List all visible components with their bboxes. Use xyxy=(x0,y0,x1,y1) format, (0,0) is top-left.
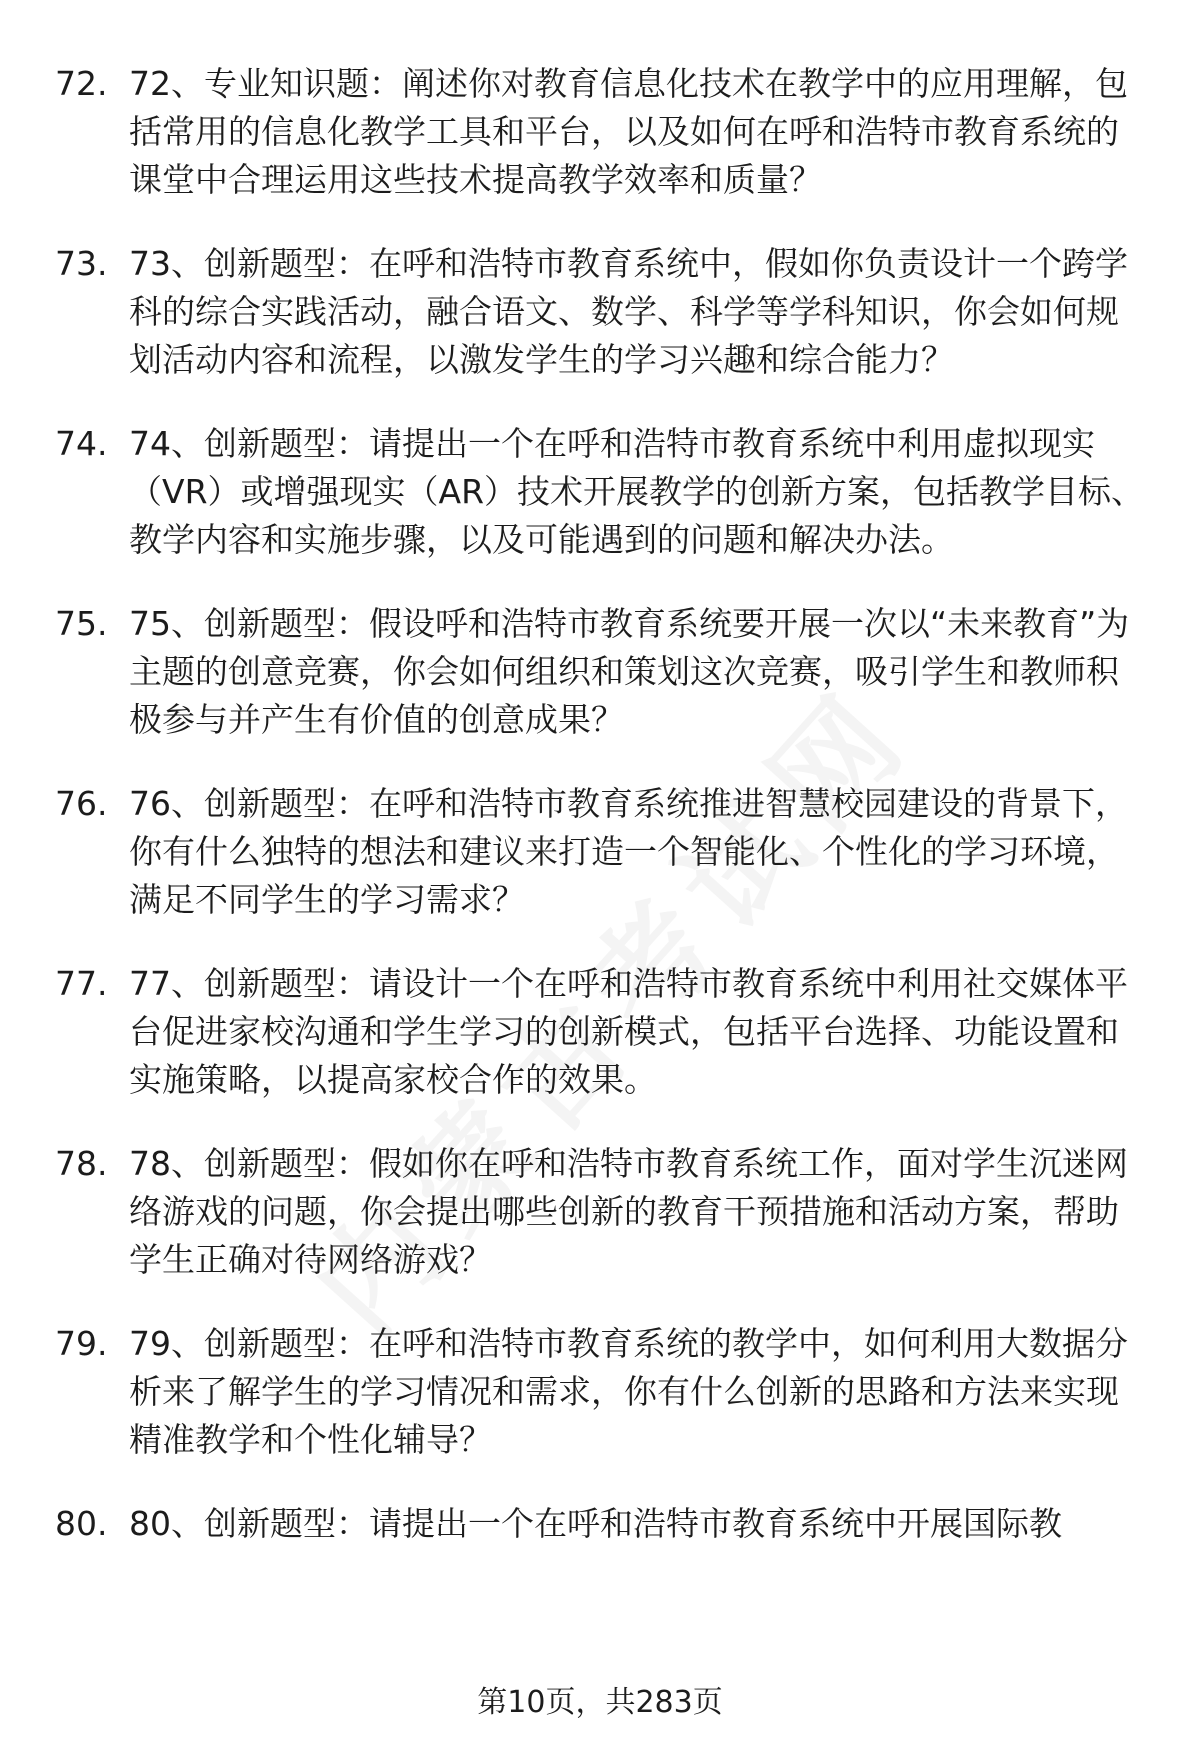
question-number: 72. xyxy=(55,64,108,103)
question-text: 76、创新题型：在呼和浩特市教育系统推进智慧校园建设的背景下，你有什么独特的想法和建议来打造一个智能化、个性化的学习环境，满足不同学生的学习需求？ xyxy=(129,784,1128,919)
page-number-label: 第10页，共283页 xyxy=(477,1685,723,1720)
question-text: 80、创新题型：请提出一个在呼和浩特市教育系统中开展国际教 xyxy=(129,1504,1062,1543)
question-number: 79. xyxy=(55,1324,108,1363)
question-text: 73、创新题型：在呼和浩特市教育系统中，假如你负责设计一个跨学科的综合实践活动，融合语文、数学、科学等学科知识，你会如何规划活动内容和流程，以激发学生的学习兴趣和综合能力？ xyxy=(129,244,1128,379)
question-number: 74. xyxy=(55,424,108,463)
question-number: 78. xyxy=(55,1144,108,1183)
question-item xyxy=(0,1500,1200,1548)
question-item xyxy=(0,780,1200,924)
question-number: 75. xyxy=(55,604,108,643)
question-number: 73. xyxy=(55,244,108,283)
question-text: 75、创新题型：假设呼和浩特市教育系统要开展一次以“未来教育”为主题的创意竞赛，你会如何组织和策划这次竞赛，吸引学生和教师积极参与并产生有价值的创意成果？ xyxy=(129,604,1130,739)
page-footer xyxy=(0,1683,1200,1723)
question-text: 78、创新题型：假如你在呼和浩特市教育系统工作，面对学生沉迷网络游戏的问题，你会提出哪些创新的教育干预措施和活动方案，帮助学生正确对待网络游戏？ xyxy=(129,1144,1128,1279)
question-item xyxy=(0,420,1200,564)
question-text: 72、专业知识题：阐述你对教育信息化技术在教学中的应用理解，包括常用的信息化教学工具和平台，以及如何在呼和浩特市教育系统的课堂中合理运用这些技术提高教学效率和质量？ xyxy=(129,64,1128,199)
question-number: 76. xyxy=(55,784,108,823)
question-item xyxy=(0,60,1200,204)
question-text: 74、创新题型：请提出一个在呼和浩特市教育系统中利用虚拟现实（VR）或增强现实（AR）技术开展教学的创新方案，包括教学目标、教学内容和实施步骤，以及可能遇到的问题和解决办法。 xyxy=(129,424,1145,559)
question-item xyxy=(0,1140,1200,1284)
question-text: 77、创新题型：请设计一个在呼和浩特市教育系统中利用社交媒体平台促进家校沟通和学生学习的创新模式，包括平台选择、功能设置和实施策略，以提高家校合作的效果。 xyxy=(129,964,1128,1099)
question-list xyxy=(0,60,1200,1584)
question-item xyxy=(0,600,1200,744)
question-text: 79、创新题型：在呼和浩特市教育系统的教学中，如何利用大数据分析来了解学生的学习情况和需求，你有什么创新的思路和方法来实现精准教学和个性化辅导？ xyxy=(129,1324,1128,1459)
question-item xyxy=(0,240,1200,384)
question-number: 77. xyxy=(55,964,108,1003)
question-item xyxy=(0,960,1200,1104)
question-item xyxy=(0,1320,1200,1464)
question-number: 80. xyxy=(55,1504,108,1543)
